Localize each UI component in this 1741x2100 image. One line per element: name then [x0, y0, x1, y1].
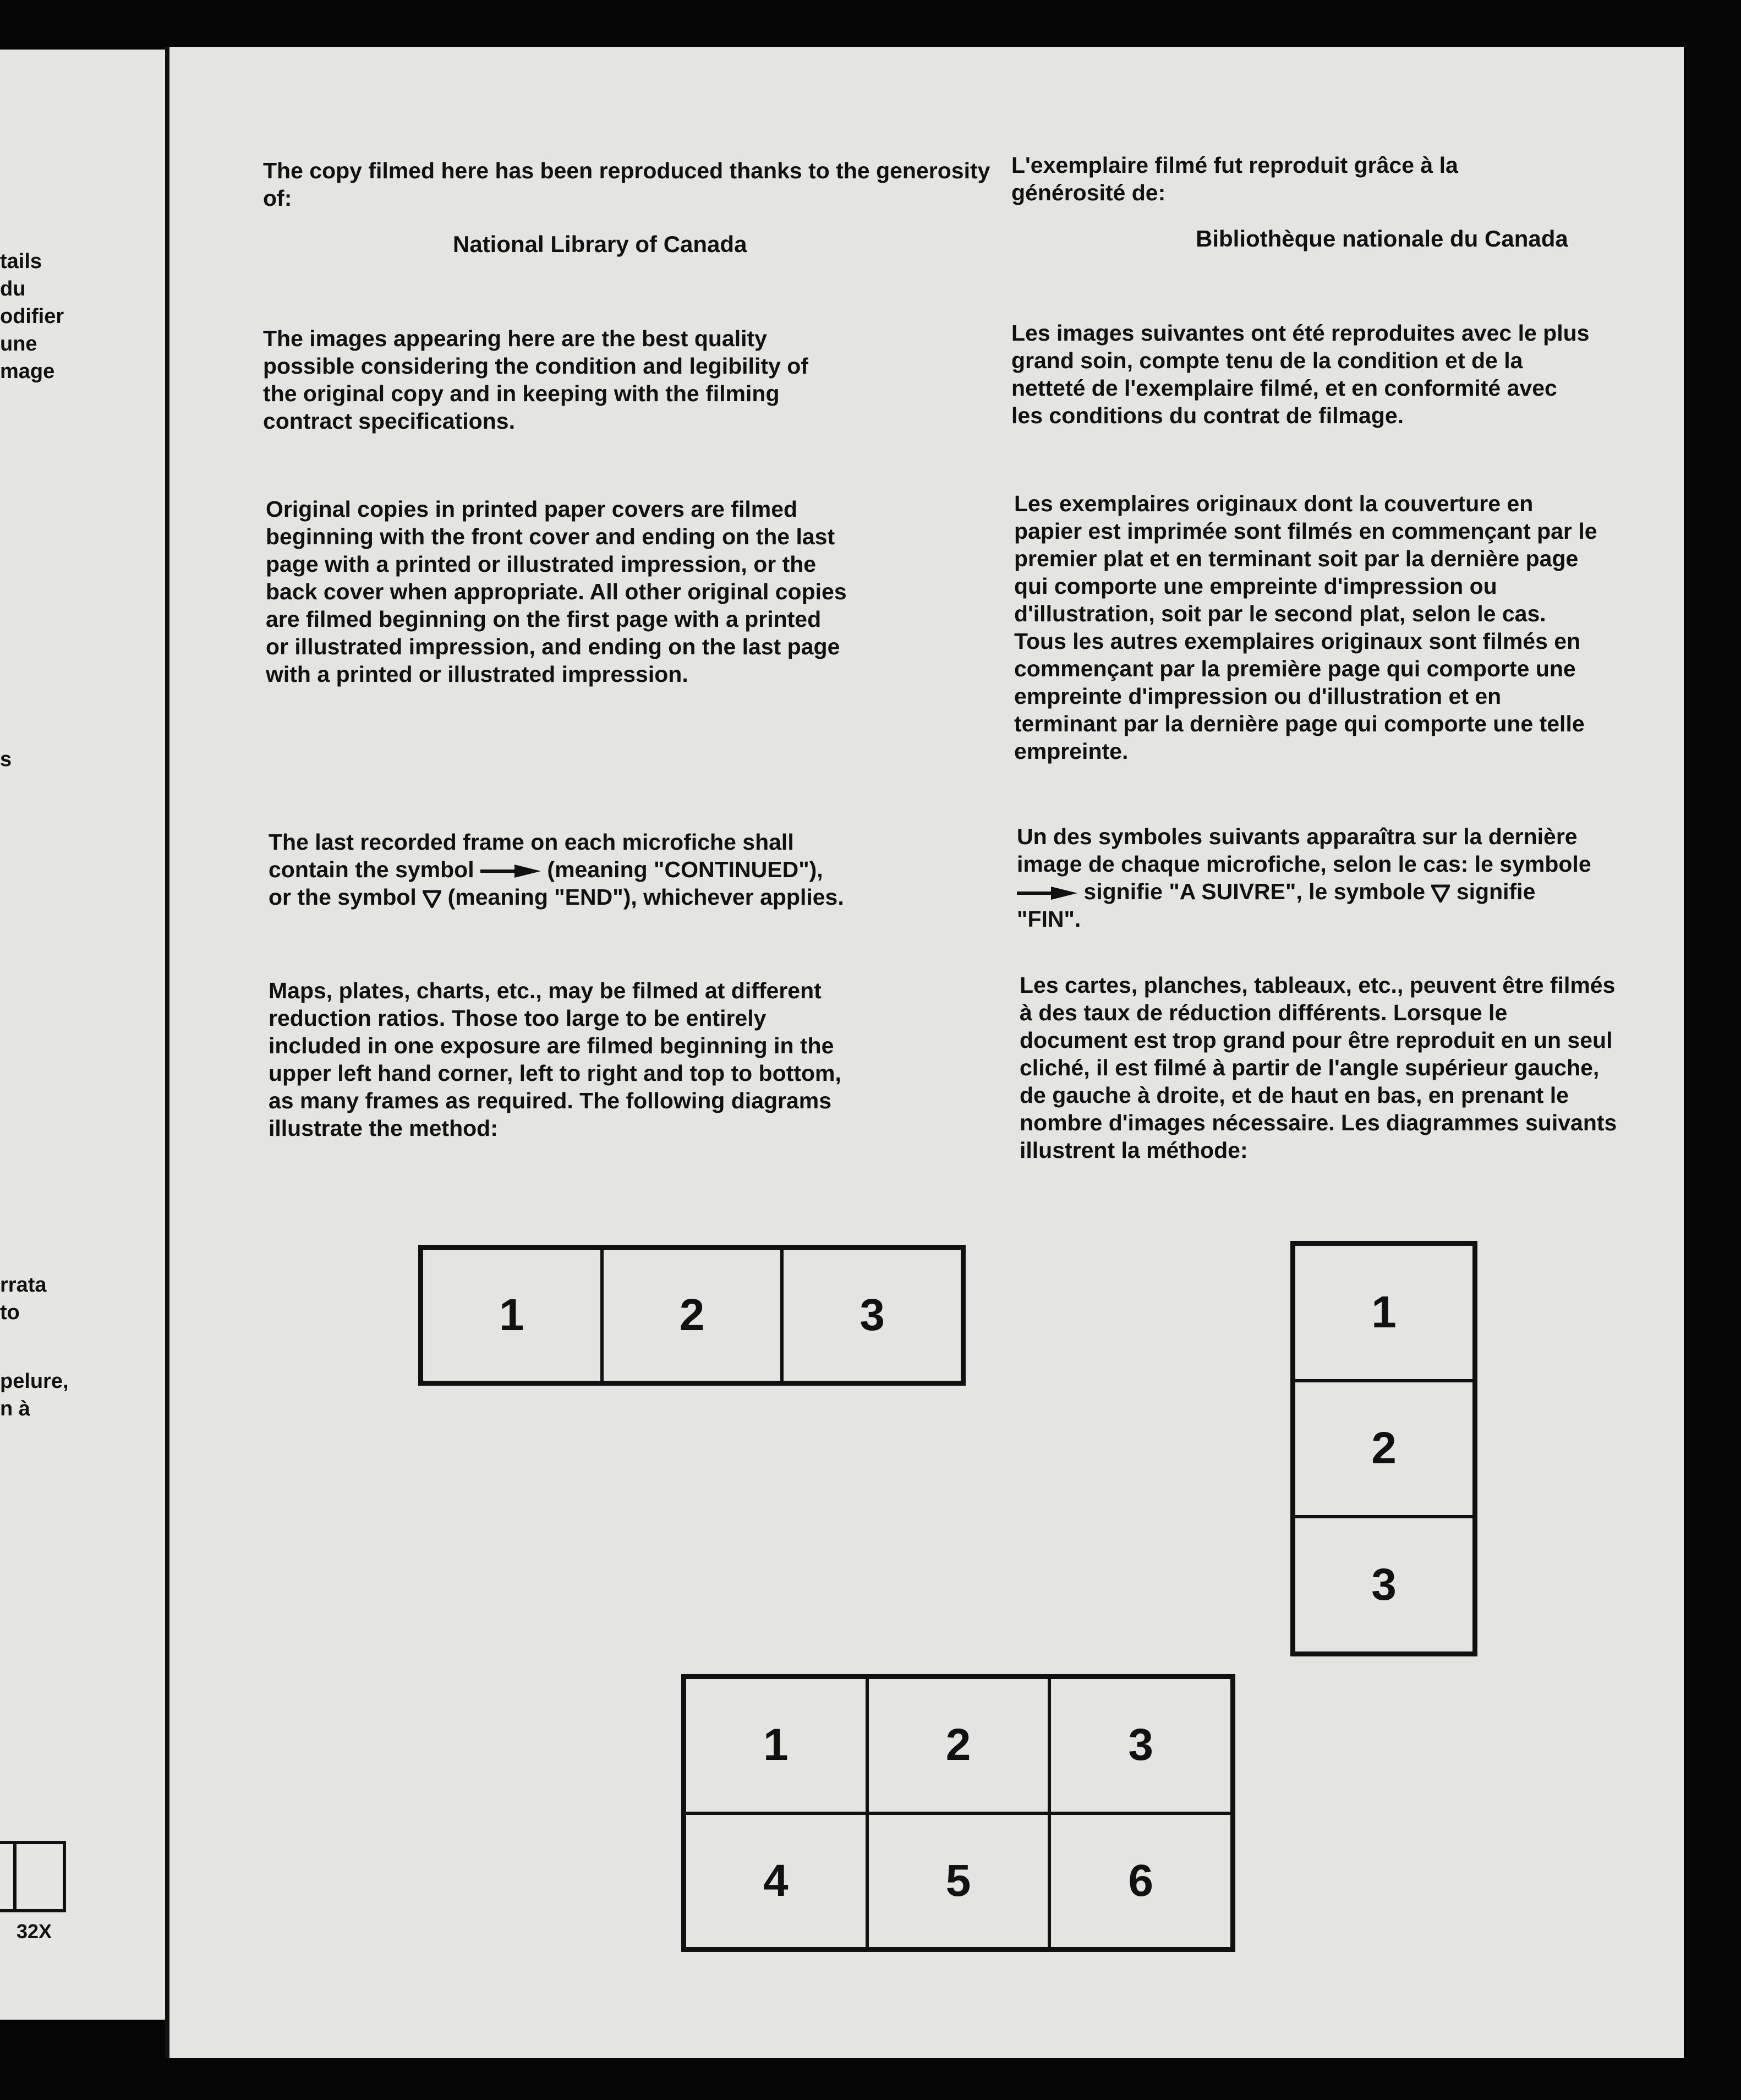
french-quality-paragraph: Les images suivantes ont été reproduites avec le plus grand soin, compte tenu de la condition et de la netteté de l'exemplaire filmé, et en conformité avec les conditions du contrat de filmage. [1011, 320, 1590, 428]
diagram-cell: 1 [685, 1677, 867, 1813]
diagram-cell: 4 [685, 1813, 867, 1949]
diagram-horizontal-row [418, 1245, 966, 1386]
fragment-text: pelure, [0, 1370, 69, 1393]
french-credit: L'exemplaire filmé fut reproduit grâce à la générosité de: [1011, 152, 1458, 205]
fragment-text: odifier [0, 305, 64, 328]
french-symbol-text-1: Un des symboles suivants apparaîtra sur la dernière image de chaque microfiche, selon le cas: le symbole [1017, 824, 1591, 877]
fragment-text: to [0, 1301, 20, 1324]
fragment-text: tails [0, 250, 42, 273]
diagram-cell: 1 [1294, 1244, 1474, 1381]
diagram-cell: 2 [602, 1248, 782, 1382]
triangle-end-icon [423, 889, 441, 908]
english-maps-paragraph: Maps, plates, charts, etc., may be filmed at different reduction ratios. Those too large to be entirely included in one exposure are filmed beginning in the upper left hand corner, left to right and top to bottom, as many frames as required. The following diagrams illustrate the method: [269, 978, 841, 1141]
document-page [165, 47, 1684, 2058]
fragment-text: du [0, 277, 26, 300]
french-symbol-paragraph [1017, 823, 1595, 933]
diagram-two-by-three-grid [681, 1674, 1235, 1952]
french-symbol-text-3: signifie "FIN". [1017, 879, 1536, 932]
fragment-text: rrata [0, 1273, 47, 1297]
diagram-cell: 1 [421, 1248, 602, 1382]
english-quality-paragraph: The images appearing here are the best quality possible considering the condition and legibility of the original copy and in keeping with the filming contract specifications. [263, 326, 808, 434]
english-copies-paragraph: Original copies in printed paper covers are filmed beginning with the front cover and ending on the last page with a printed or illustrated impression, or the back cover when appropriate. All other original copies are filmed beginning on the first page with a printed or illustrated impression, and ending on the last page with a printed or illustrated impression. [266, 496, 847, 687]
diagram-cell: 2 [867, 1677, 1050, 1813]
fragment-text: s [0, 748, 12, 771]
diagram-cell: 3 [1294, 1517, 1474, 1653]
french-copies-paragraph: Les exemplaires originaux dont la couverture en papier est imprimée sont filmés en commençant par le premier plat et en terminant soit par la dernière page qui comporte une empreinte d'impression ou d'illustration, soit par le second plat, selon le cas. Tous les autres exemplaires originaux sont filmés en commençant par la première page qui comporte une empreinte d'impression ou d'illustration et en terminant par la dernière page qui comporte une telle empreinte. [1014, 491, 1597, 764]
fragment-text: n à [0, 1397, 30, 1420]
fragment-text: une [0, 332, 37, 356]
resolution-target-box [0, 1841, 66, 1912]
french-maps-paragraph: Les cartes, planches, tableaux, etc., peuvent être filmés à des taux de réduction différents. Lorsque le document est trop grand pour être reproduit en un seul cliché, il est filmé à partir de l'angle supérieur gauche, de gauche à droite, et de haut en bas, en prenant le nombre d'images nécessaire. Les diagrammes suivants illustrent la méthode: [1020, 972, 1617, 1163]
english-symbol-text-2: (meaning "CONTINUED"), or the symbol [269, 857, 823, 910]
english-symbol-paragraph [269, 828, 852, 911]
english-credit: The copy filmed here has been reproduced thanks to the generosity of: [263, 158, 990, 211]
reduction-ratio: 32X [17, 1920, 52, 1943]
french-library-name: Bibliothèque nationale du Canada [1196, 226, 1568, 251]
fragment-text: mage [0, 360, 55, 383]
arrow-continued-icon [1017, 887, 1077, 900]
diagram-cell: 3 [782, 1248, 962, 1382]
diagram-vertical-column [1290, 1241, 1477, 1656]
diagram-cell: 3 [1049, 1677, 1232, 1813]
diagram-cell: 5 [867, 1813, 1050, 1949]
arrow-continued-icon [480, 865, 541, 878]
french-symbol-text-2: signifie "A SUIVRE", le symbole [1083, 879, 1426, 904]
english-library-name: National Library of Canada [453, 231, 747, 257]
adjacent-page-strip [0, 50, 182, 2020]
triangle-end-icon [1431, 884, 1450, 903]
diagram-cell: 2 [1294, 1381, 1474, 1517]
english-symbol-text-3: (meaning "END"), whichever applies. [447, 884, 844, 910]
english-symbol-text-1: The last recorded frame on each microfiche shall contain the symbol [269, 829, 794, 882]
diagram-cell: 6 [1049, 1813, 1232, 1949]
